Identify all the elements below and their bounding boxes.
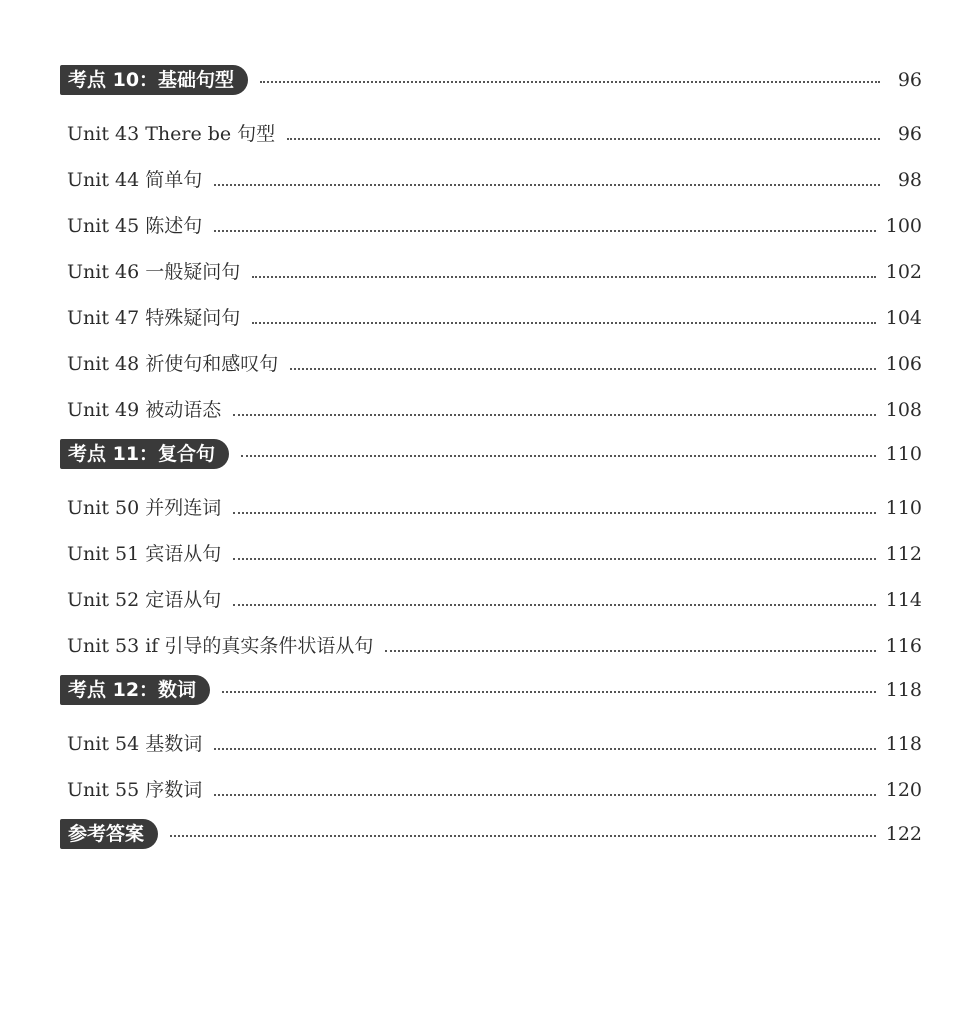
page-number: 118: [885, 679, 922, 701]
table-of-contents: [60, 60, 922, 854]
toc-entry-unit-52[interactable]: [60, 566, 922, 612]
page-number: 98: [897, 169, 922, 191]
toc-section-10[interactable]: [60, 60, 922, 100]
toc-section-11[interactable]: [60, 434, 922, 474]
entry-title: Unit 48 祈使句和感叹句: [67, 353, 279, 375]
entry-title: Unit 45 陈述句: [67, 215, 203, 237]
dot-leader: [385, 650, 875, 652]
entry-title: Unit 47 特殊疑问句: [67, 307, 241, 329]
dot-leader: [233, 414, 876, 416]
toc-entry-unit-53[interactable]: [60, 612, 922, 658]
toc-entry-unit-54[interactable]: [60, 710, 922, 756]
dot-leader: [233, 604, 876, 606]
page-number: 104: [885, 307, 922, 329]
section-title-tag: 考点 11：复合句: [60, 439, 229, 469]
dot-leader: [287, 138, 880, 140]
entry-title: Unit 52 定语从句: [67, 589, 222, 611]
page-number: 122: [885, 823, 922, 845]
toc-section-12[interactable]: [60, 670, 922, 710]
toc-entry-unit-50[interactable]: [60, 474, 922, 520]
entry-title: Unit 46 一般疑问句: [67, 261, 241, 283]
page-number: 110: [885, 443, 922, 465]
toc-entry-unit-51[interactable]: [60, 520, 922, 566]
dot-leader: [290, 368, 876, 370]
entry-title: Unit 55 序数词: [67, 779, 203, 801]
dot-leader: [252, 276, 876, 278]
section-title-tag: 考点 10：基础句型: [60, 65, 248, 95]
dot-leader: [233, 558, 876, 560]
entry-title: Unit 44 简单句: [67, 169, 203, 191]
entry-title: Unit 53 if 引导的真实条件状语从句: [67, 635, 374, 657]
toc-entry-unit-48[interactable]: [60, 330, 922, 376]
page-number: 110: [885, 497, 922, 519]
section-title-tag: 参考答案: [60, 819, 158, 849]
toc-entry-unit-46[interactable]: [60, 238, 922, 284]
entry-title: Unit 49 被动语态: [67, 399, 222, 421]
toc-entry-unit-49[interactable]: [60, 376, 922, 422]
dot-leader: [214, 230, 876, 232]
page-number: 114: [885, 589, 922, 611]
entry-title: Unit 43 There be 句型: [67, 123, 276, 145]
toc-entry-unit-45[interactable]: [60, 192, 922, 238]
entry-title: Unit 50 并列连词: [67, 497, 222, 519]
entry-title: Unit 54 基数词: [67, 733, 203, 755]
toc-entry-unit-47[interactable]: [60, 284, 922, 330]
page-number: 100: [885, 215, 922, 237]
page-number: 102: [885, 261, 922, 283]
dot-leader: [260, 81, 880, 83]
toc-entry-unit-44[interactable]: [60, 146, 922, 192]
page-number: 108: [885, 399, 922, 421]
dot-leader: [222, 691, 876, 693]
entry-title: Unit 51 宾语从句: [67, 543, 222, 565]
page-number: 118: [885, 733, 922, 755]
dot-leader: [214, 748, 876, 750]
dot-leader: [214, 794, 876, 796]
dot-leader: [241, 455, 876, 457]
dot-leader: [170, 835, 876, 837]
page-number: 116: [885, 635, 922, 657]
page-number: 112: [885, 543, 922, 565]
toc-entry-unit-55[interactable]: [60, 756, 922, 802]
page-number: 106: [885, 353, 922, 375]
dot-leader: [233, 512, 876, 514]
toc-section-answers[interactable]: [60, 814, 922, 854]
dot-leader: [252, 322, 876, 324]
page-number: 96: [897, 69, 922, 91]
section-title-tag: 考点 12：数词: [60, 675, 210, 705]
dot-leader: [214, 184, 880, 186]
page-number: 96: [897, 123, 922, 145]
toc-entry-unit-43[interactable]: [60, 100, 922, 146]
page-number: 120: [885, 779, 922, 801]
